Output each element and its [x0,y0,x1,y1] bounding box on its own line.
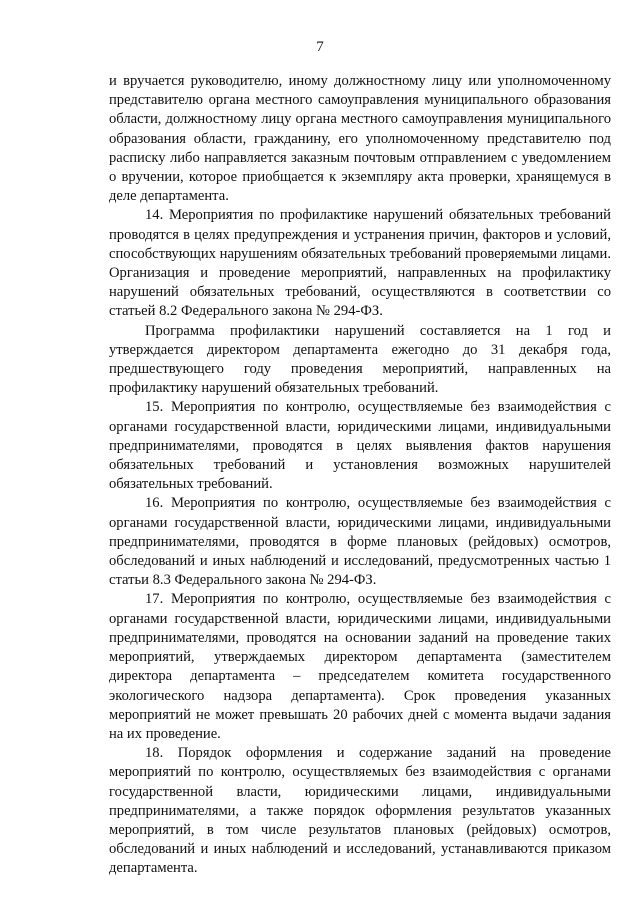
paragraph-item-18: 18. Порядок оформления и содержание заданий на проведение мероприятий по контролю, осуществляемых без взаимодействия с органами государственной власти, юридическими лицами, индивидуальными предпринимателями, а также порядок оформления результатов указанных мероприятий, в том числе результатов плановых (рейдовых) осмотров, обследований и иных наблюдений и исследований, устанавливаются приказом департамента. [109,745,611,877]
paragraph-item-16: 16. Мероприятия по контролю, осуществляемые без взаимодействия с органами государственной власти, юридическими лицами, индивидуальными предпринимателями, проводятся в форме плановых (рейдовых) осмотров, обследований и иных наблюдений и исследований, предусмотренных частью 1 статьи 8.3 Федерального закона № 294-ФЗ. [109,495,611,589]
paragraph-item-15: 15. Мероприятия по контролю, осуществляемые без взаимодействия с органами государственной власти, юридическими лицами, индивидуальными предпринимателями, проводятся в целях выявления фактов нарушения обязательных требований и установления возможных нарушителей обязательных требований. [109,399,611,493]
page-number: 7 [316,39,324,55]
paragraph-item-17: 17. Мероприятия по контролю, осуществляемые без взаимодействия с органами государственной власти, юридическими лицами, индивидуальными предпринимателями, проводятся на основании заданий на проведение таких мероприятий, утверждаемых директором департамента (заместителем директора департамента – председателем комитета государственного экологического надзора департамента). Срок проведения указанных мероприятий не может превышать 20 рабочих дней с момента выдачи задания на их проведение. [109,591,611,742]
paragraph-prevention-program: Программа профилактики нарушений составляется на 1 год и утверждается директором департамента ежегодно до 31 декабря года, предшествующего году проведения мероприятий, направленных на профилактику нарушений обязательных требований. [109,322,611,397]
paragraph-item-14: 14. Мероприятия по профилактике нарушений обязательных требований проводятся в целях предупреждения и устранения причин, факторов и условий, способствующих нарушениям обязательных требований проверяемыми лицами. Организация и проведение мероприятий, направленных на профилактику нарушений обязательных требований, осуществляются в соответствии со статьей 8.2 Федерального закона № 294-ФЗ. [109,207,611,320]
document-body [109,72,611,879]
paragraph-continuation: и вручается руководителю, иному должностному лицу или уполномоченному представителю органа местного самоуправления муниципального образования области, должностному лицу органа местного самоуправления муниципального образования области, гражданину, его уполномоченному представителю под расписку либо направляется заказным почтовым отправлением с уведомлением о вручении, которое приобщается к экземпляру акта проверки, хранящемуся в деле департамента. [109,73,611,205]
